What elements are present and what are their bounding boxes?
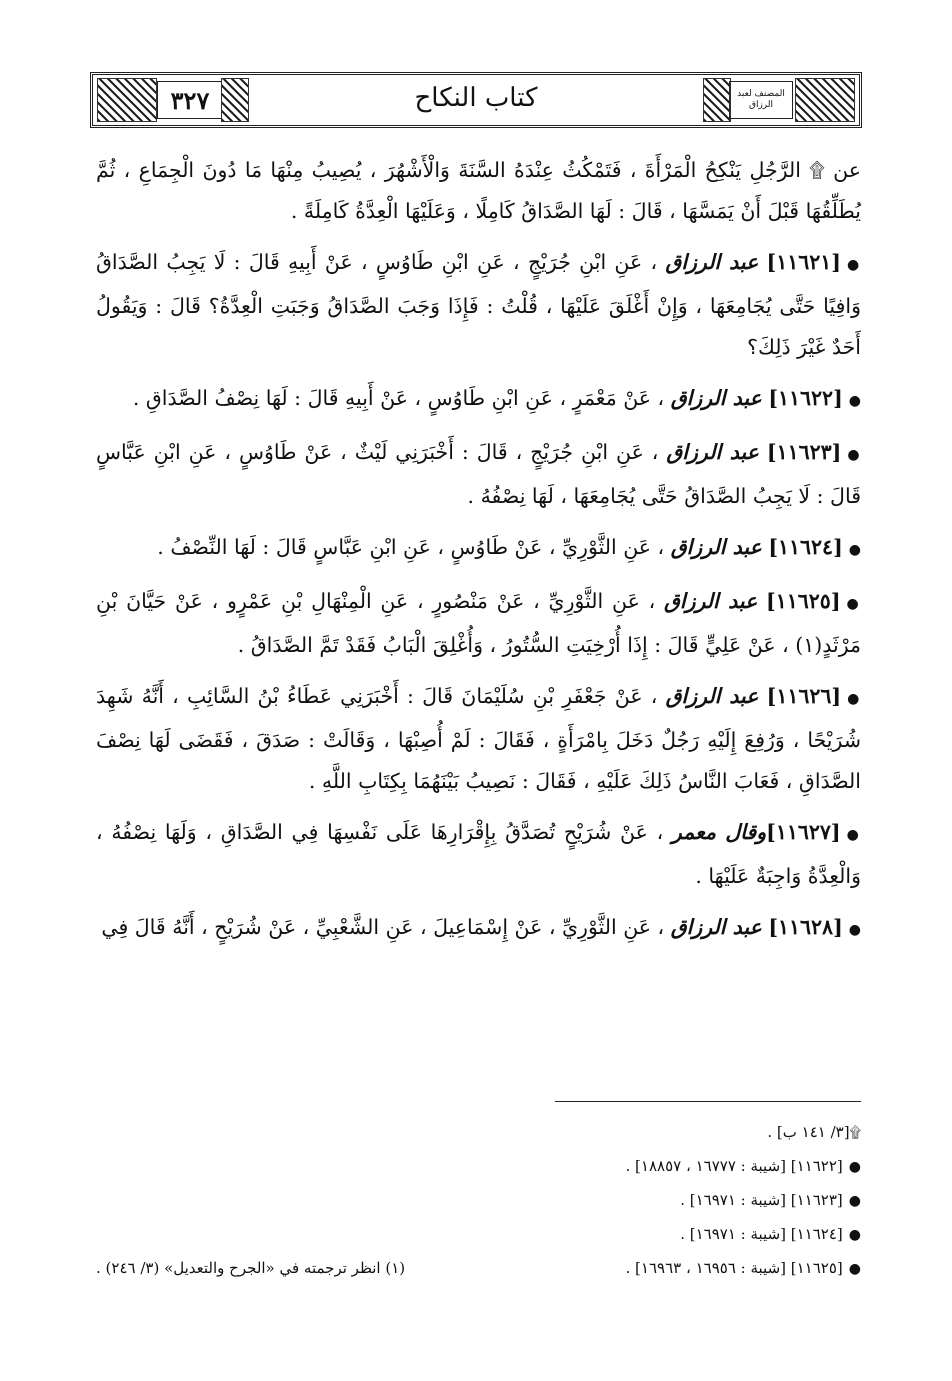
hadith-author: وقال معمر xyxy=(671,820,767,844)
footnotes xyxy=(96,1115,861,1285)
hadith-number: [١١٦٢٨] xyxy=(768,915,843,939)
hadith-author: عبد الرزاق xyxy=(663,589,758,613)
continued-paragraph: عن ۩ الرَّجُلِ يَنْكِحُ الْمَرْأَةَ ، فَتَمْكُثُ عِنْدَهُ السَّنَةَ وَالْأَشْهُرَ ، يُصِيبُ مِنْهَا مَا دُونَ الْجِمَاعِ ، ثُمَّ يُطَلِّقُهَا قَبْلَ أَنْ يَمَسَّهَا ، قَالَ : لَهَا الصَّدَاقُ كَامِلًا ، وَعَلَيْهَا الْعِدَّةُ كَامِلَةً . xyxy=(96,158,861,223)
bullet-icon: ● xyxy=(847,257,861,273)
source-note-text: [١١٦٢٢] [شيبة : ١٦٧٧٧ ، ١٨٨٥٧] . xyxy=(625,1157,843,1175)
hadith-11621 xyxy=(96,242,861,368)
hadith-number: [١١٦٢٧] xyxy=(766,820,841,844)
main-text xyxy=(96,150,861,961)
source-note-text: [١١٦٢٤] [شيبة : ١٦٩٧١] . xyxy=(680,1225,843,1243)
hadith-11627 xyxy=(96,812,861,897)
hadith-11625 xyxy=(96,581,861,666)
bullet-icon: ● xyxy=(848,542,861,558)
hadith-author: عبد الرزاق xyxy=(670,386,762,410)
hadith-11623 xyxy=(96,432,861,517)
bullet-icon: ● xyxy=(848,1193,861,1209)
bullet-icon: ● xyxy=(848,922,861,938)
page-number: ٣٢٧ xyxy=(157,81,223,119)
hadith-text: ، عَنْ مَعْمَرٍ ، عَنِ ابْنِ طَاوُسٍ ، عَنْ أَبِيهِ قَالَ : لَهَا نِصْفُ الصَّدَاقِ . xyxy=(132,386,665,410)
hadith-author: عبد الرزاق xyxy=(665,684,759,708)
bullet-icon: ● xyxy=(847,447,861,463)
hadith-author: عبد الرزاق xyxy=(670,915,762,939)
hadith-number: [١١٦٢٣] xyxy=(766,440,842,464)
book-logo: المصنف لعبد الرزاق xyxy=(729,81,793,119)
manuscript-note: ۩[٣/ ١٤١ ب] . xyxy=(767,1123,861,1141)
bullet-icon: ● xyxy=(848,393,861,409)
bullet-icon: ● xyxy=(848,1227,861,1243)
hadith-11626 xyxy=(96,676,861,802)
hadith-11622 xyxy=(96,378,861,422)
bullet-icon: ● xyxy=(848,1261,861,1277)
right-ornament xyxy=(795,78,855,122)
bullet-icon: ● xyxy=(848,1159,861,1175)
source-note-11622 xyxy=(96,1149,861,1183)
hadith-author: عبد الرزاق xyxy=(666,440,759,464)
bullet-icon: ● xyxy=(846,827,861,843)
hadith-author: عبد الرزاق xyxy=(665,250,759,274)
hadith-text: ، عَنِ ابْنِ جُرَيْجٍ ، قَالَ : أَخْبَرَنِي لَيْثٌ ، عَنْ طَاوُسٍ ، عَنِ ابْنِ عَبَّاسٍ قَالَ : لَا يَجِبُ الصَّدَاقُ حَتَّى يُجَامِعَهَا ، لَهَا نِصْفُهُ . xyxy=(96,440,861,508)
hadith-number: [١١٦٢٢] xyxy=(768,386,843,410)
hadith-text: ، عَنِ الثَّوْرِيِّ ، عَنْ مَنْصُورٍ ، عَنِ الْمِنْهَالِ بْنِ عَمْرٍو ، عَنْ حَيَّانَ بْنِ مَرْثَدٍ(١) ، عَنْ عَلِيٍّ قَالَ : إِذَا أُرْخِيَتِ السُّتُورُ ، وَأُغْلِقَ الْبَابُ فَقَدْ تَمَّ الصَّدَاقُ . xyxy=(96,589,861,657)
hadith-text: ، عَنِ ابْنِ جُرَيْجٍ ، عَنِ ابْنِ طَاوُسٍ ، عَنْ أَبِيهِ قَالَ : لَا يَجِبُ الصَّدَاقُ وَافِيًا حَتَّى يُجَامِعَهَا ، وَإِنْ أَغْلَقَ عَلَيْهَا ، قُلْتُ : فَإِذَا وَجَبَ الصَّدَاقُ وَجَبَتِ الْعِدَّةُ؟ قَالَ : وَيَقُولُ أَحَدٌ غَيْرَ ذَلِكَ؟ xyxy=(96,250,861,359)
running-title: كتاب النكاح xyxy=(414,83,538,113)
hadith-number: [١١٦٢٦] xyxy=(766,684,842,708)
footnote-separator xyxy=(555,1101,861,1102)
hadith-11624 xyxy=(96,527,861,571)
hadith-number: [١١٦٢١] xyxy=(766,250,841,274)
hadith-number: [١١٦٢٥] xyxy=(766,589,841,613)
hadith-text: ، عَنِ الثَّوْرِيِّ ، عَنْ إِسْمَاعِيلَ ، عَنِ الشَّعْبِيِّ ، عَنْ شُرَيْحٍ ، أَنَّهُ قَالَ فِي xyxy=(101,915,665,939)
bullet-icon: ● xyxy=(846,596,861,612)
hadith-text: ، عَنِ الثَّوْرِيِّ ، عَنْ طَاوُسٍ ، عَنِ ابْنِ عَبَّاسٍ قَالَ : لَهَا النِّصْفُ . xyxy=(157,535,665,559)
source-note-11623 xyxy=(96,1183,861,1217)
footnote-1: (١) انظر ترجمته في «الجرح والتعديل» (٣/ ٢٤٦) . xyxy=(96,1259,406,1277)
source-note-11625 xyxy=(96,1251,861,1285)
source-note-11624 xyxy=(96,1217,861,1251)
hadith-text: ، عَنْ شُرَيْحٍ تُصَدَّقُ بِإِقْرَارِهَا عَلَى نَفْسِهَا فِي الصَّدَاقِ ، وَلَهَا نِصْفُهُ ، وَالْعِدَّةُ وَاجِبَةٌ عَلَيْهَا . xyxy=(96,820,861,888)
hadith-11628 xyxy=(96,907,861,951)
hadith-text: ، عَنْ جَعْفَرِ بْنِ سُلَيْمَانَ قَالَ : أَخْبَرَنِي عَطَاءُ بْنُ السَّائِبِ ، أَنَّهُ شَهِدَ شُرَيْحًا ، وَرُفِعَ إِلَيْهِ رَجُلٌ دَخَلَ بِامْرَأَةٍ ، فَقَالَ : لَمْ أُصِبْهَا ، وَقَالَتْ : صَدَقَ ، فَقَضَى لَهَا نِصْفَ الصَّدَاقِ ، فَعَابَ النَّاسُ ذَلِكَ عَلَيْهِ ، فَقَالَ : نَصِيبُ بَيْنَهُمَا بِكِتَابِ اللَّهِ . xyxy=(96,684,861,793)
source-note-text: [١١٦٢٣] [شيبة : ١٦٩٧١] . xyxy=(680,1191,843,1209)
right-inner-ornament xyxy=(703,78,731,122)
hadith-number: [١١٦٢٤] xyxy=(768,535,843,559)
hadith-author: عبد الرزاق xyxy=(670,535,762,559)
bullet-icon: ● xyxy=(847,691,861,707)
source-note-text: [١١٦٢٥] [شيبة : ١٦٩٥٦ ، ١٦٩٦٣] . xyxy=(625,1259,843,1277)
running-header xyxy=(90,72,862,128)
